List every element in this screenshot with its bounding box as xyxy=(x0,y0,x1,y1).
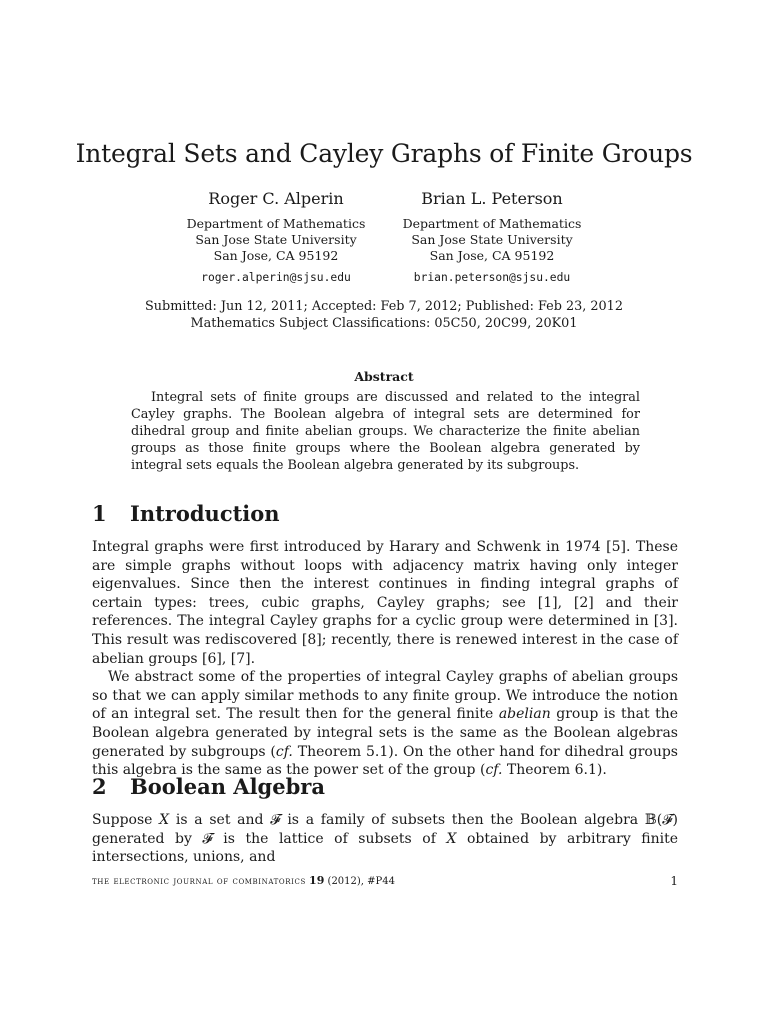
author-department: Department of Mathematics xyxy=(402,216,582,231)
author-university: San Jose State University xyxy=(411,232,573,247)
paper-title: Integral Sets and Cayley Graphs of Finite Groups xyxy=(75,139,693,168)
abstract-body xyxy=(131,389,640,474)
author-city: San Jose, CA 95192 xyxy=(213,248,339,263)
introduction-body xyxy=(92,538,678,780)
abstract-text: Integral sets of finite groups are discussed and related to the integral Cayley graphs. The Boolean algebra of integral sets are determined for dihedral group and finite abelian groups. We characterize the finite abelian groups as those finite groups where the Boolean algebra generated by integral sets equals the Boolean algebra generated by its subgroups. xyxy=(131,390,640,473)
journal-year-issue: (2012), #P44 xyxy=(327,876,395,887)
journal-name: the electronic journal of combinatorics xyxy=(92,876,306,887)
author-block-2 xyxy=(372,188,612,286)
author-department: Department of Mathematics xyxy=(186,216,366,231)
introduction-paragraph-1: Integral graphs were first introduced by Harary and Schwenk in 1974 [5]. These are simple graphs without loops with adjacency matrix having only integer eigenvalues. Since then the interest continues in finding integral graphs of certain types: trees, cubic graphs, Cayley graphs; see [1], [2] and their references. The integral Cayley graphs for a cyclic group were determined in [3]. This result was rediscovered [8]; recently, there is renewed interest in the case of abelian groups [6], [7]. xyxy=(92,539,678,667)
author-email: brian.peterson@sjsu.edu xyxy=(413,271,571,284)
emphasis-abelian: abelian xyxy=(498,706,551,723)
journal-volume: 19 xyxy=(309,874,325,887)
section-heading-boolean-algebra xyxy=(92,774,325,800)
emphasis-cf: cf. xyxy=(275,743,293,760)
section-number: 1 xyxy=(92,501,107,526)
author-name: Brian L. Peterson xyxy=(421,189,563,208)
author-city: San Jose, CA 95192 xyxy=(429,248,555,263)
boolean-algebra-body xyxy=(92,811,678,867)
section-title: Introduction xyxy=(130,501,280,526)
author-email: roger.alperin@sjsu.edu xyxy=(201,271,351,284)
author-name: Roger C. Alperin xyxy=(208,189,344,208)
math-BF: 𝔹(𝓕) xyxy=(644,812,678,828)
section-title: Boolean Algebra xyxy=(130,774,325,799)
subject-classifications: Mathematics Subject Classifications: 05C50, 20C99, 20K01 xyxy=(190,316,578,331)
author-block-1 xyxy=(156,188,396,286)
section-heading-introduction xyxy=(92,501,280,527)
emphasis-cf: cf. xyxy=(485,762,503,779)
math-X: X xyxy=(446,830,457,847)
boolean-algebra-paragraph-1: Suppose X is a set and 𝓕 is a family of subsets then the Boolean algebra 𝔹(𝓕) generated by 𝓕 is the lattice of subsets of X obtained by arbitrary finite intersections, unions, and xyxy=(92,812,679,866)
math-X: X xyxy=(159,812,170,828)
math-F: 𝓕 xyxy=(270,812,281,828)
page-footer xyxy=(92,874,678,889)
introduction-paragraph-2: We abstract some of the properties of integral Cayley graphs of abelian groups so that we can apply similar methods to any finite group. We introduce the notion of an integral set. The result then for the general finite abelian group is that the Boolean algebra generated by integral sets is the same as the Boolean algebras generated by subgroups (cf. Theorem 5.1). On the other hand for dihedral groups this algebra is the same as the power set of the group (cf. Theorem 6.1). xyxy=(92,669,678,779)
publication-dates: Submitted: Jun 12, 2011; Accepted: Feb 7, 2012; Published: Feb 23, 2012 xyxy=(145,299,623,314)
math-F: 𝓕 xyxy=(202,830,213,847)
section-number: 2 xyxy=(92,774,107,799)
page-number: 1 xyxy=(670,874,678,888)
abstract-heading: Abstract xyxy=(354,369,414,384)
author-university: San Jose State University xyxy=(195,232,357,247)
